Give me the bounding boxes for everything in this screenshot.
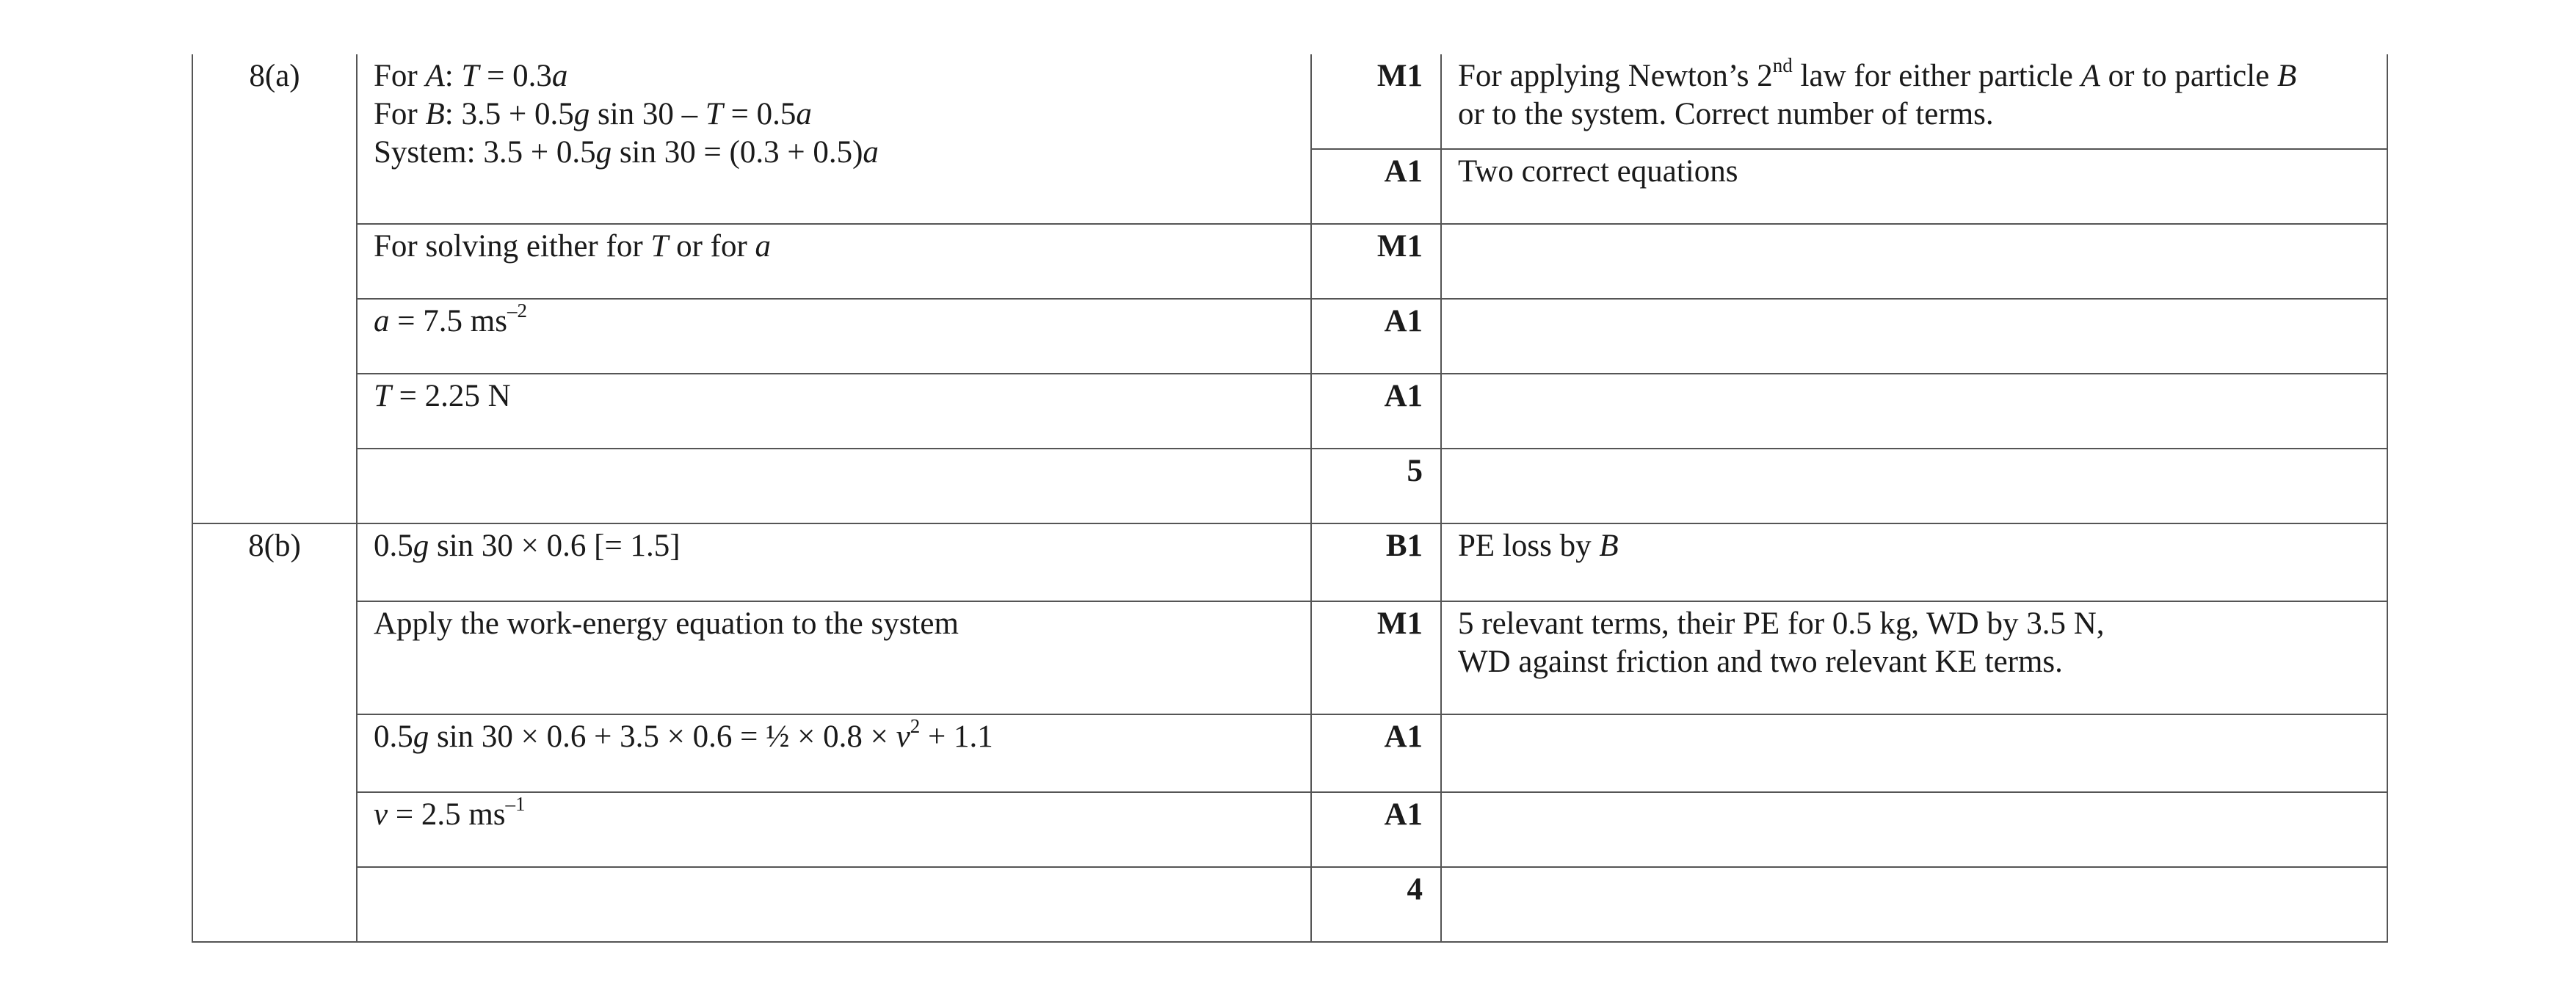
answer-cell (357, 601, 1311, 714)
guidance-cell (1441, 792, 2387, 867)
text-line: v = 2.5 $ms^{-1}$ (374, 792, 526, 832)
answer-cell (357, 714, 1311, 792)
mark-cell: A1 (1311, 299, 1441, 374)
text-line: 0.5g sin 30 × 0.6 [= 1.5] (374, 529, 681, 563)
text-line: 5 relevant terms, their PE for 0.5 kg, WD by 3.5 N, (1458, 606, 2105, 641)
answer-cell (357, 224, 1311, 299)
table-row (192, 449, 2387, 523)
answer-cell (357, 374, 1311, 449)
mark-cell: M1 (1311, 54, 1441, 149)
table-row (192, 374, 2387, 449)
mark-scheme-table (192, 54, 2388, 943)
table-row (192, 867, 2387, 942)
guidance-cell (1441, 54, 2387, 149)
mark-cell: A1 (1311, 374, 1441, 449)
question-number: 8(a) (192, 54, 357, 523)
table-row (192, 601, 2387, 714)
answer-cell (357, 299, 1311, 374)
guidance-cell (1441, 149, 2387, 224)
text-line: For applying Newton’s 2nd law for either particle A or to particle B (1458, 54, 2297, 93)
text-line: PE loss by B (1458, 529, 1619, 563)
answer-cell (357, 867, 1311, 942)
answer-cell (357, 523, 1311, 601)
text-line: WD against friction and two relevant KE terms. (1458, 645, 2063, 679)
mark-cell: A1 (1311, 149, 1441, 224)
guidance-cell (1441, 714, 2387, 792)
text-line: a = 7.5 $ms^{-2}$ (374, 299, 527, 338)
mark-cell: M1 (1311, 601, 1441, 714)
answer-cell (357, 54, 1311, 224)
text-line: System: 3.5 + 0.5g sin 30 = (0.3 + 0.5)a (374, 135, 879, 170)
question-number: 8(b) (192, 523, 357, 942)
guidance-cell (1441, 374, 2387, 449)
table-row (192, 224, 2387, 299)
text-line: T = 2.25 N (374, 379, 511, 413)
mark-total: 4 (1311, 867, 1441, 942)
table-row (192, 792, 2387, 867)
text-line: For A: T = 0.3a (374, 59, 568, 93)
text-line: 0.5g sin 30 × 0.6 + 3.5 × 0.6 = ½ × $0.8 \times v^2 + 1.1$ (374, 714, 993, 754)
guidance-cell (1441, 867, 2387, 942)
mark-cell: M1 (1311, 224, 1441, 299)
answer-cell (357, 792, 1311, 867)
answer-cell (357, 449, 1311, 523)
mark-cell: B1 (1311, 523, 1441, 601)
guidance-cell (1441, 523, 2387, 601)
table-row (192, 523, 2387, 601)
text-line: Two correct equations (1458, 154, 1738, 189)
text-line: For B: 3.5 + 0.5g sin 30 – T = 0.5a (374, 97, 812, 131)
mark-cell: A1 (1311, 714, 1441, 792)
mark-cell: A1 (1311, 792, 1441, 867)
text-line: For solving either for T or for a (374, 229, 772, 264)
guidance-cell (1441, 224, 2387, 299)
table-row (192, 54, 2387, 149)
mark-total: 5 (1311, 449, 1441, 523)
table-row (192, 714, 2387, 792)
text-line: Apply the work-energy equation to the system (374, 606, 959, 641)
guidance-cell (1441, 601, 2387, 714)
guidance-cell (1441, 299, 2387, 374)
guidance-cell (1441, 449, 2387, 523)
table-row (192, 299, 2387, 374)
text-line: or to the system. Correct number of terms. (1458, 97, 1994, 131)
